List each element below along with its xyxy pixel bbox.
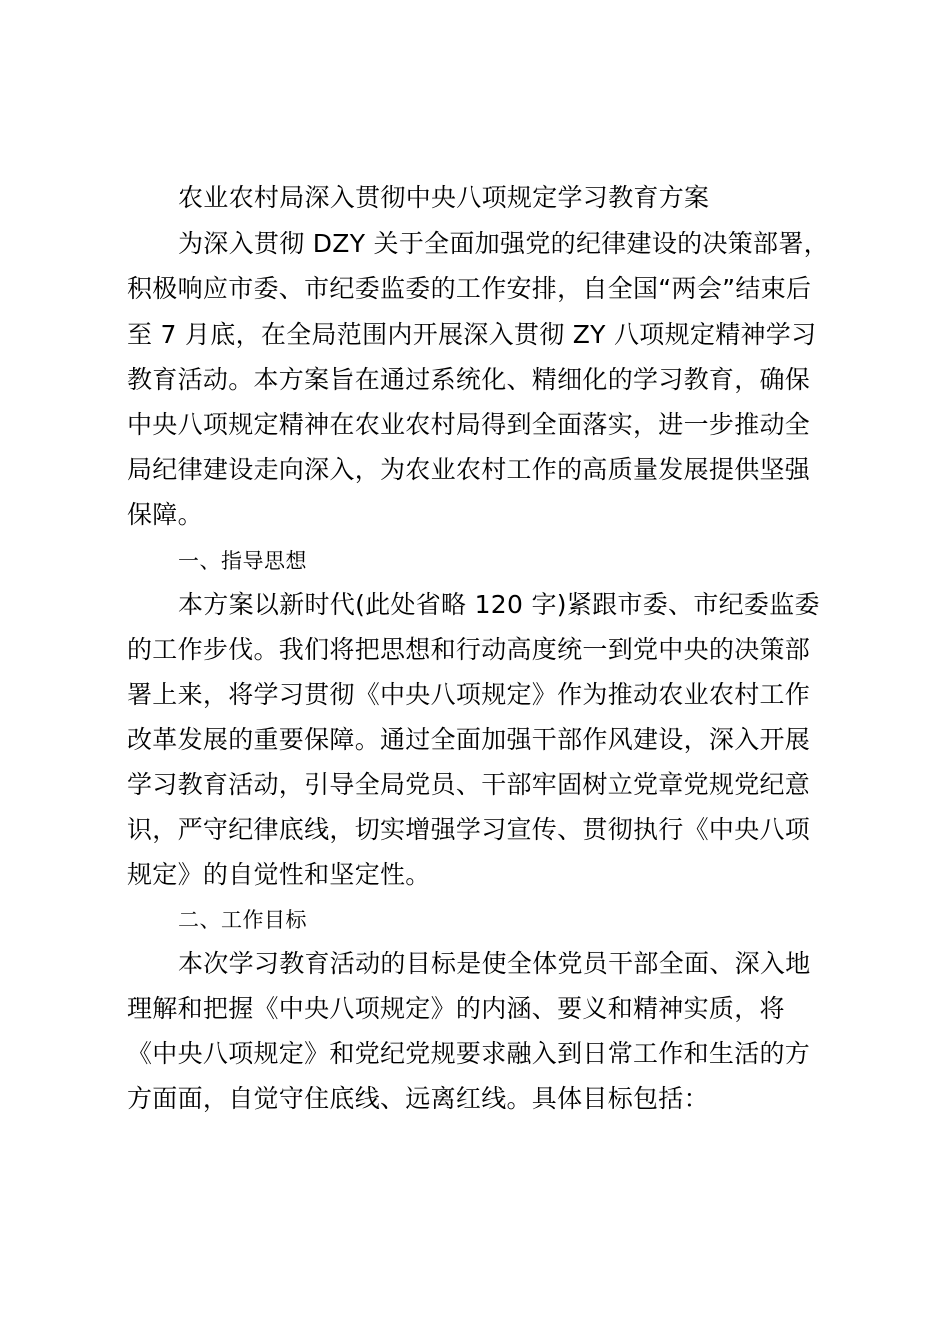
intro-line-5: 中央八项规定精神在农业农村局得到全面落实，进一步推动全	[127, 410, 811, 439]
intro-line-2: 积极响应市委、市纪委监委的工作安排，自全国“两会”结束后	[127, 274, 812, 303]
intro-line-6: 局纪律建设走向深入，为农业农村工作的高质量发展提供坚强	[127, 455, 811, 484]
section2-line-4: 方面面，自觉守住底线、远离红线。具体目标包括：	[127, 1084, 709, 1113]
section2-line-3: 《中央八项规定》和党纪党规要求融入到日常工作和生活的方	[127, 1039, 811, 1068]
section2-line-2: 理解和把握《中央八项规定》的内涵、要义和精神实质，将	[127, 994, 785, 1023]
section2-line-1: 本次学习教育活动的目标是使全体党员干部全面、深入地	[178, 949, 811, 978]
section1-line-3: 署上来，将学习贯彻《中央八项规定》作为推动农业农村工作	[127, 680, 811, 709]
section1-line-1: 本方案以新时代(此处省略 120 字)紧跟市委、市纪委监委	[178, 590, 820, 619]
section-heading-work-goals: 二、工作目标	[178, 908, 307, 932]
section1-line-5: 学习教育活动，引导全局党员、干部牢固树立党章党规党纪意	[127, 770, 811, 799]
section1-line-6: 识，严守纪律底线，切实增强学习宣传、贯彻执行《中央八项	[127, 815, 811, 844]
intro-line-7: 保障。	[127, 500, 203, 529]
section1-line-4: 改革发展的重要保障。通过全面加强干部作风建设，深入开展	[127, 725, 811, 754]
intro-line-3: 至 7 月底，在全局范围内开展深入贯彻 ZY 八项规定精神学习	[127, 320, 817, 349]
intro-line-4: 教育活动。本方案旨在通过系统化、精细化的学习教育，确保	[127, 365, 811, 394]
document-title: 农业农村局深入贯彻中央八项规定学习教育方案	[178, 183, 710, 212]
section1-line-7: 规定》的自觉性和坚定性。	[127, 860, 431, 889]
section1-line-2: 的工作步伐。我们将把思想和行动高度统一到党中央的决策部	[127, 635, 811, 664]
section-heading-guiding-ideology: 一、指导思想	[178, 549, 307, 573]
intro-line-1: 为深入贯彻 DZY 关于全面加强党的纪律建设的决策部署，	[178, 229, 829, 258]
